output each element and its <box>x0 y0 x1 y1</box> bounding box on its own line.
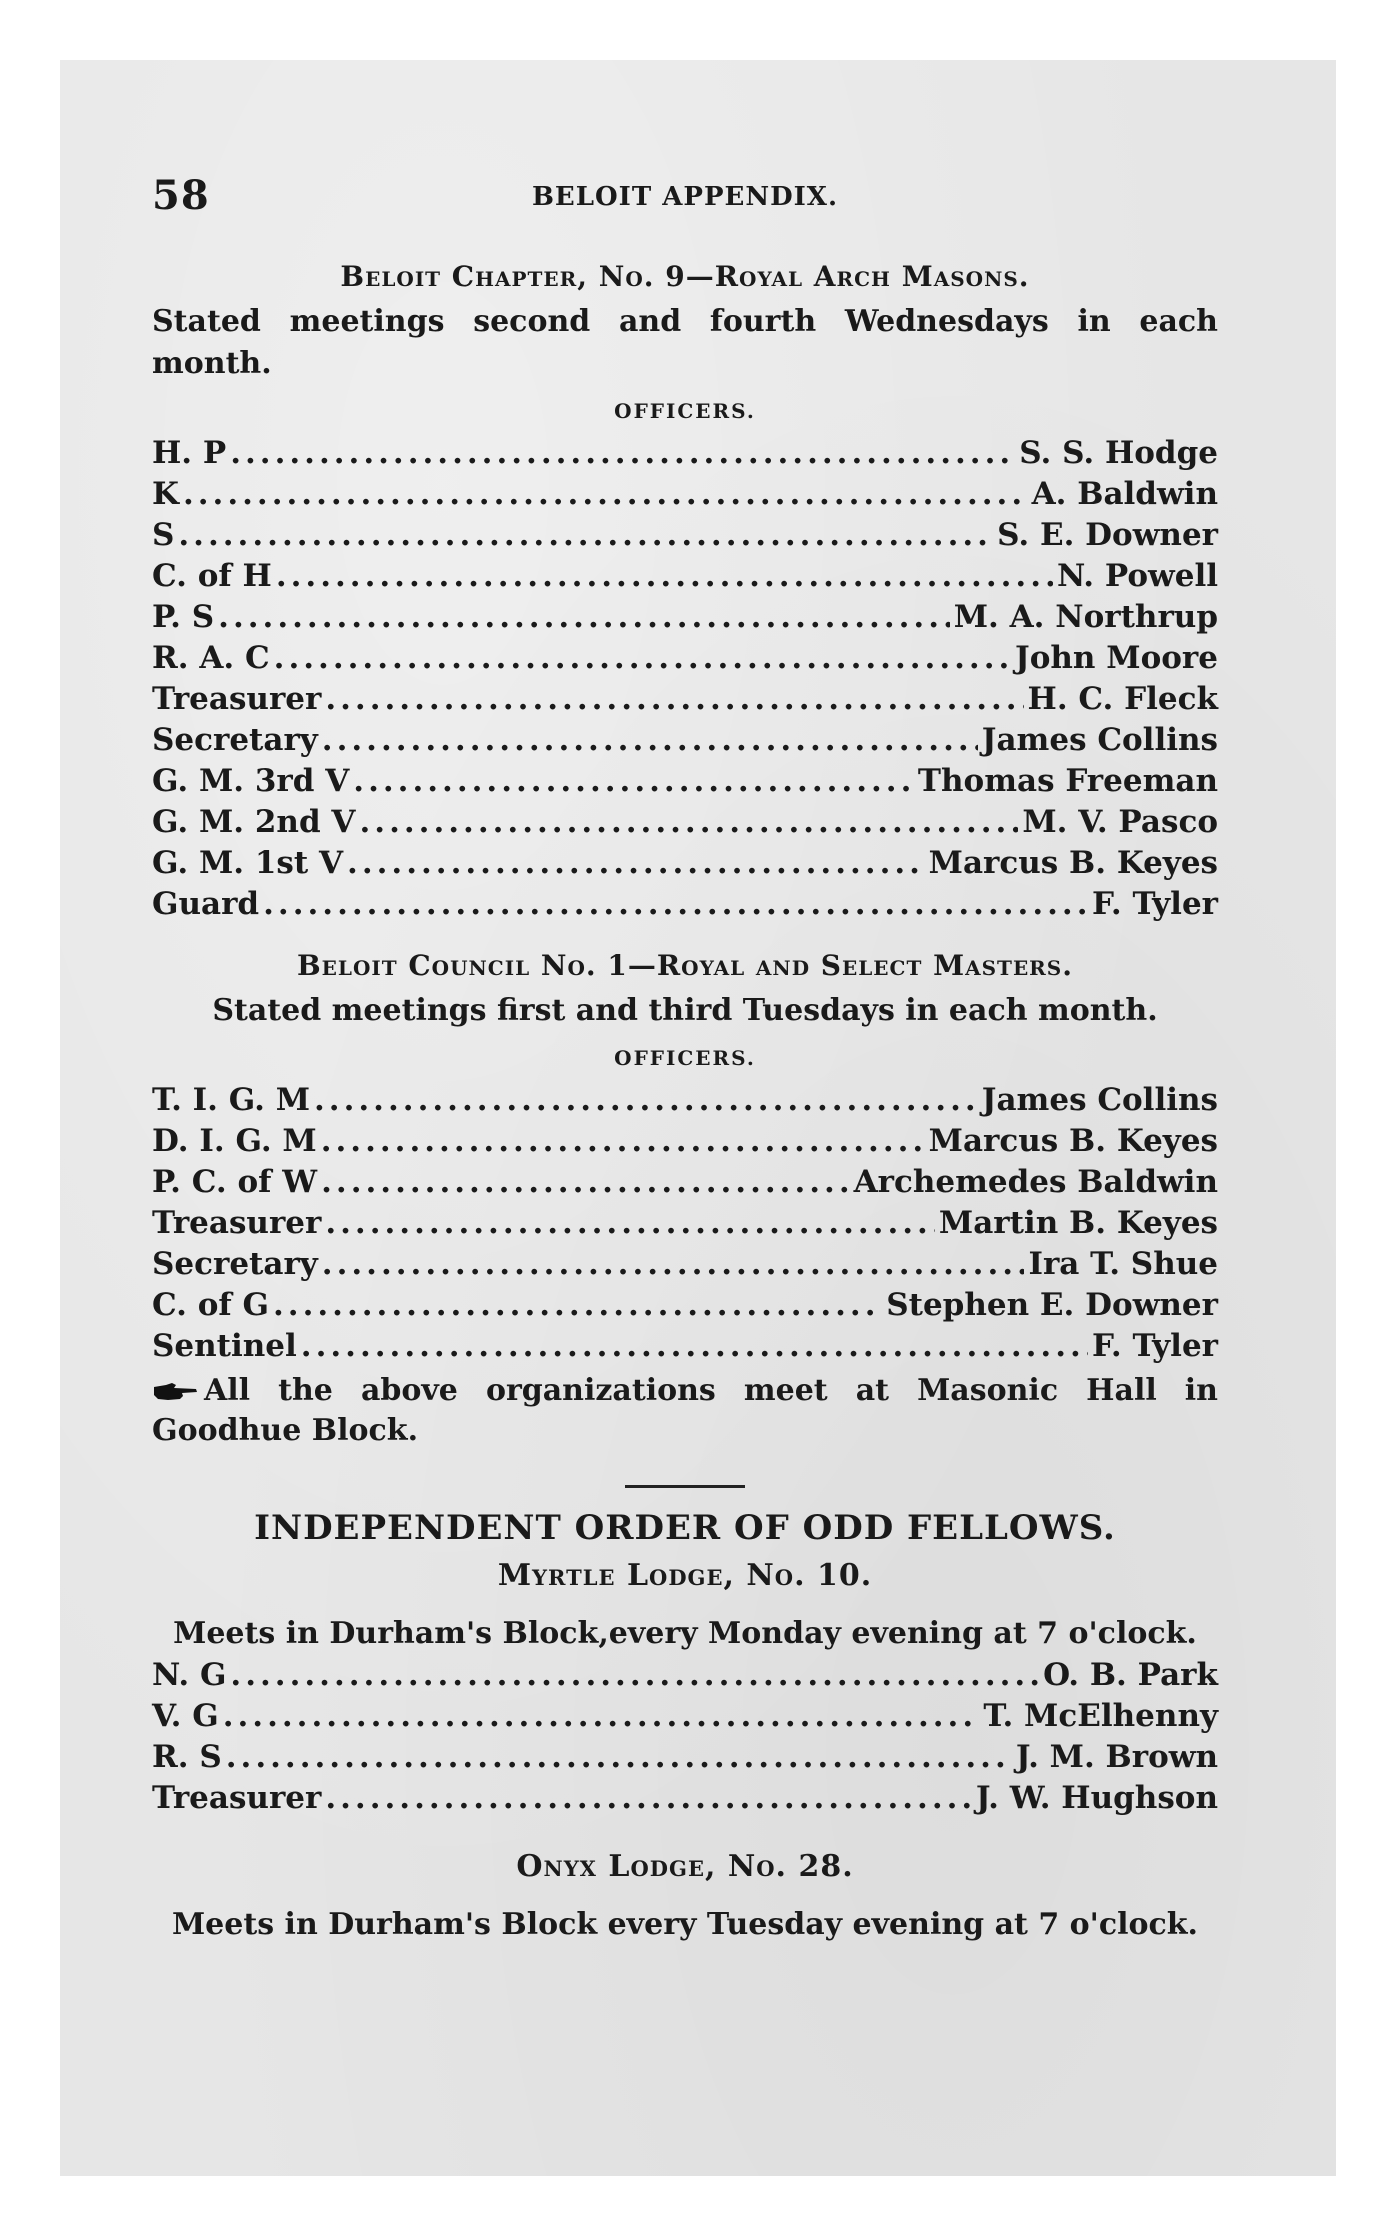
officer-row <box>152 1162 1218 1203</box>
officer-title: C. of H <box>152 558 272 594</box>
officer-name: A. Baldwin <box>1031 476 1218 512</box>
officer-name: F. Tyler <box>1092 886 1218 922</box>
dot-leader <box>223 1696 980 1737</box>
officer-name: N. Powell <box>1056 558 1218 594</box>
officer-name: F. Tyler <box>1092 1328 1218 1364</box>
dot-leader <box>321 1121 925 1162</box>
dot-leader <box>359 802 1018 843</box>
officer-title: Sentinel <box>152 1328 297 1364</box>
officer-title: Secretary <box>152 1246 318 1282</box>
officer-row <box>152 1080 1218 1121</box>
pointing-hand-icon <box>152 1381 198 1403</box>
officer-name: S. E. Downer <box>997 517 1218 553</box>
officer-row <box>152 433 1218 474</box>
officer-title: Treasurer <box>152 681 322 717</box>
officer-row <box>152 720 1218 761</box>
officer-row <box>152 1285 1218 1326</box>
officer-title: G. M. 3rd V <box>152 763 350 799</box>
page-number: 58 <box>152 172 210 219</box>
officer-row <box>152 884 1218 925</box>
officer-row <box>152 1778 1218 1819</box>
council-meetings: Stated meetings first and third Tuesdays in each month. <box>212 993 1158 1028</box>
myrtle-lodge-title: Myrtle Lodge, No. 10. <box>497 1558 873 1593</box>
officer-row <box>152 761 1218 802</box>
officer-name: T. McElhenny <box>983 1698 1218 1734</box>
officer-name: J. W. Hughson <box>975 1780 1218 1816</box>
officer-name: Ira T. Shue <box>1028 1246 1218 1282</box>
officer-name: O. B. Park <box>1043 1657 1218 1693</box>
officer-name: John Moore <box>1015 640 1218 676</box>
officer-title: R. A. C <box>152 640 270 676</box>
officer-title: G. M. 1st V <box>152 845 344 881</box>
officer-row <box>152 1203 1218 1244</box>
page-header <box>152 172 1218 236</box>
officer-title: K <box>152 476 179 512</box>
dot-leader <box>325 1778 972 1819</box>
officer-name: James Collins <box>981 1082 1218 1118</box>
officer-name: Archemedes Baldwin <box>853 1164 1218 1200</box>
officer-row <box>152 1121 1218 1162</box>
officer-title: Guard <box>152 886 260 922</box>
chapter-meetings: Stated meetings second and fourth Wednesdays in each month. <box>152 304 1218 381</box>
myrtle-lodge-meetings: Meets in Durham's Block,every Monday evening at 7 o'clock. <box>173 1616 1197 1651</box>
dot-leader <box>230 433 1015 474</box>
officer-name: H. C. Fleck <box>1027 681 1218 717</box>
officer-title: Treasurer <box>152 1205 322 1241</box>
council-officers-list <box>152 1080 1218 1367</box>
officer-title: Treasurer <box>152 1780 322 1816</box>
note-text: All the above organizations meet at Masonic Hall in Goodhue Block. <box>152 1373 1218 1448</box>
officer-title: R. S <box>152 1739 222 1775</box>
page-content <box>152 172 1218 1946</box>
section-divider <box>625 1485 745 1488</box>
dot-leader <box>230 1655 1039 1696</box>
running-head: BELOIT APPENDIX. <box>531 182 839 212</box>
chapter-officers-label: OFFICERS. <box>614 399 756 423</box>
dot-leader <box>325 679 1023 720</box>
officer-title: H. P <box>152 435 227 471</box>
dot-leader <box>226 1737 1012 1778</box>
officer-title: Secretary <box>152 722 318 758</box>
dot-leader <box>322 720 978 761</box>
officer-row <box>152 843 1218 884</box>
officer-name: Martin B. Keyes <box>938 1205 1218 1241</box>
officer-title: T. I. G. M <box>152 1082 311 1118</box>
officer-title: D. I. G. M <box>152 1123 317 1159</box>
officer-name: Marcus B. Keyes <box>928 1123 1218 1159</box>
dot-leader <box>314 1080 978 1121</box>
dot-leader <box>301 1326 1088 1367</box>
dot-leader <box>274 638 1011 679</box>
onyx-lodge-meetings: Meets in Durham's Block every Tuesday evening at 7 o'clock. <box>171 1907 1199 1942</box>
officer-title: G. M. 2nd V <box>152 804 356 840</box>
officer-row <box>152 1326 1218 1367</box>
dot-leader <box>178 515 993 556</box>
officer-row <box>152 1244 1218 1285</box>
officer-name: Stephen E. Downer <box>886 1287 1218 1323</box>
dot-leader <box>183 474 1028 515</box>
dot-leader <box>321 1162 849 1203</box>
dot-leader <box>218 597 950 638</box>
officer-name: Thomas Freeman <box>917 763 1218 799</box>
officer-name: James Collins <box>981 722 1218 758</box>
council-title: Beloit Council No. 1—Royal and Select Masters. <box>296 949 1073 982</box>
dot-leader <box>263 884 1088 925</box>
officer-name: M. A. Northrup <box>953 599 1218 635</box>
officer-title: C. of G <box>152 1287 269 1323</box>
officer-name: M. V. Pasco <box>1022 804 1218 840</box>
masonic-hall-note <box>152 1371 1218 1451</box>
dot-leader <box>347 843 925 884</box>
officer-title: N. G <box>152 1657 227 1693</box>
officer-title: P. S <box>152 599 215 635</box>
page-scan <box>60 60 1336 2176</box>
officer-name: S. S. Hodge <box>1019 435 1218 471</box>
dot-leader <box>325 1203 935 1244</box>
officer-row <box>152 802 1218 843</box>
officer-row <box>152 515 1218 556</box>
chapter-title: Beloit Chapter, No. 9—Royal Arch Masons. <box>340 260 1030 293</box>
onyx-lodge-title: Onyx Lodge, No. 28. <box>516 1849 854 1884</box>
council-officers-label: OFFICERS. <box>614 1046 756 1070</box>
dot-leader <box>276 556 1053 597</box>
officer-name: Marcus B. Keyes <box>928 845 1218 881</box>
officer-title: S <box>152 517 175 553</box>
officer-title: V. G <box>152 1698 219 1734</box>
officer-row <box>152 638 1218 679</box>
dot-leader <box>273 1285 882 1326</box>
officer-row <box>152 1655 1218 1696</box>
officer-name: J. M. Brown <box>1015 1739 1218 1775</box>
officer-row <box>152 474 1218 515</box>
dot-leader <box>353 761 914 802</box>
officer-row <box>152 679 1218 720</box>
chapter-officers-list <box>152 433 1218 925</box>
officer-row <box>152 597 1218 638</box>
odd-fellows-heading: INDEPENDENT ORDER OF ODD FELLOWS. <box>254 1508 1116 1548</box>
officer-row <box>152 1737 1218 1778</box>
myrtle-officers-list <box>152 1655 1218 1819</box>
dot-leader <box>322 1244 1025 1285</box>
officer-title: P. C. of W <box>152 1164 318 1200</box>
officer-row <box>152 1696 1218 1737</box>
officer-row <box>152 556 1218 597</box>
